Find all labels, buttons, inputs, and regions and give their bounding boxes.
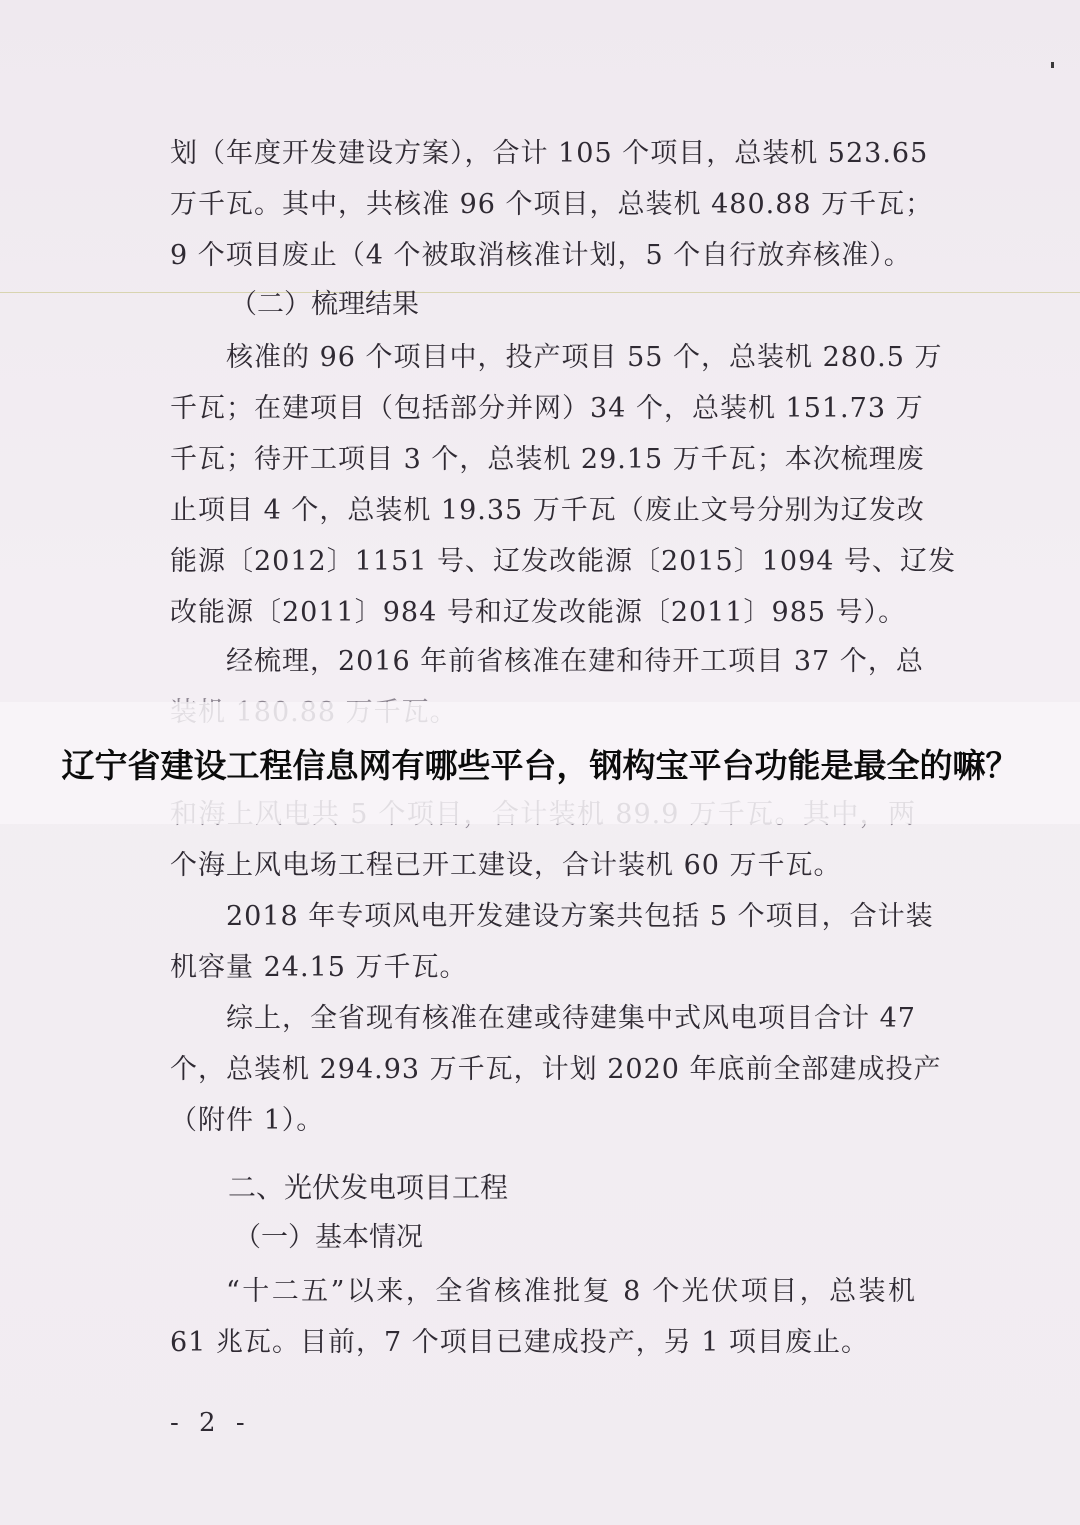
scan-edge-mark <box>1051 62 1054 68</box>
text-line: 改能源〔2011〕984 号和辽发改能源〔2011〕985 号）。 <box>170 597 907 628</box>
text-line: 能源〔2012〕1151 号、辽发改能源〔2015〕1094 号、辽发 <box>170 546 957 577</box>
text-line: 61 兆瓦。目前，7 个项目已建成投产，另 1 项目废止。 <box>170 1327 870 1358</box>
paragraph-pv-overview <box>170 1266 916 1368</box>
text-line: 机容量 24.15 万千瓦。 <box>170 952 468 983</box>
text-line: 千瓦；待开工项目 3 个，总装机 29.15 万千瓦；本次梳理废 <box>170 444 925 475</box>
paragraph-2018-plan <box>170 891 934 993</box>
text-line: 经梳理，2016 年前省核准在建和待开工项目 37 个，总 <box>226 646 924 677</box>
article-title: 辽宁省建设工程信息网有哪些平台，钢构宝平台功能是最全的嘛？ <box>61 745 1019 785</box>
section-heading-review-results: （二）梳理结果 <box>230 289 419 320</box>
paragraph-plan-summary <box>170 128 934 281</box>
title-banner <box>0 702 1080 824</box>
page-number: - 2 - <box>170 1408 251 1438</box>
text-line: 万千瓦。其中，共核准 96 个项目，总装机 480.88 万千瓦； <box>170 189 934 220</box>
paragraph-approved-projects <box>170 332 957 638</box>
text-line: 划（年度开发建设方案），合计 105 个项目，总装机 523.65 <box>170 138 929 169</box>
text-line: 2018 年专项风电开发建设方案共包括 5 个项目，合计装 <box>226 901 934 932</box>
text-line: 千瓦；在建项目（包括部分并网）34 个，总装机 151.73 万 <box>170 393 924 424</box>
scan-artifact-line <box>0 292 1080 293</box>
text-line: （附件 1）。 <box>170 1105 325 1136</box>
text-line: 综上，全省现有核准在建或待建集中式风电项目合计 47 <box>226 1003 916 1034</box>
text-line: 核准的 96 个项目中，投产项目 55 个，总装机 280.5 万 <box>226 342 943 373</box>
text-line: 9 个项目废止（4 个被取消核准计划，5 个自行放弃核准）。 <box>170 240 912 271</box>
text-line: “十二五”以来，全省核准批复 8 个光伏项目，总装机 <box>226 1276 916 1307</box>
section-heading-basic-situation: （一）基本情况 <box>234 1222 423 1253</box>
text-line: 止项目 4 个，总装机 19.35 万千瓦（废止文号分别为辽发改 <box>170 495 925 526</box>
text-line: 个，总装机 294.93 万千瓦，计划 2020 年底前全部建成投产 <box>170 1054 942 1085</box>
section-heading-pv-projects: 二、光伏发电项目工程 <box>228 1171 509 1204</box>
paragraph-summary <box>170 993 942 1146</box>
text-line: 个海上风电场工程已开工建设，合计装机 60 万千瓦。 <box>170 850 842 881</box>
